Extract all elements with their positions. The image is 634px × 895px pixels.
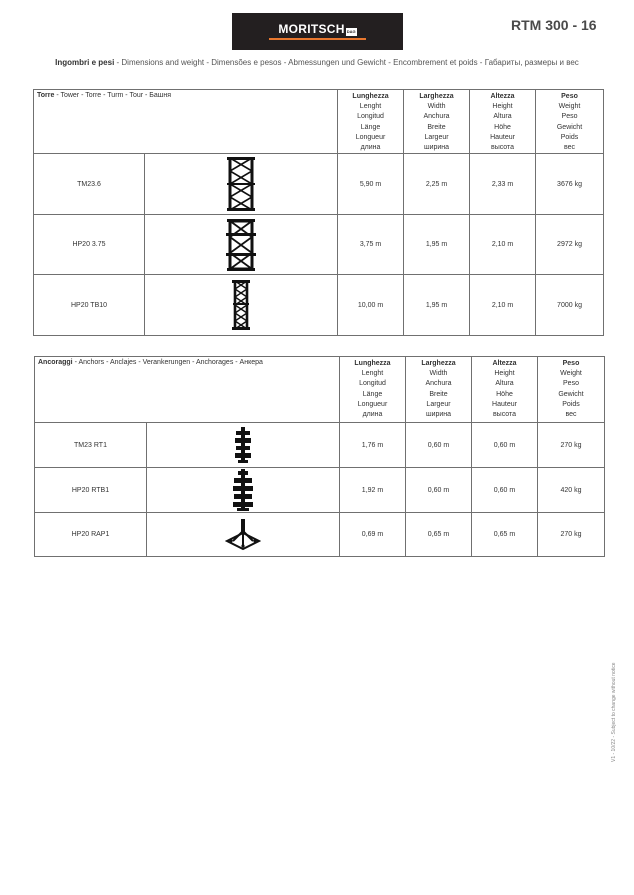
col-header-main: Peso: [561, 93, 578, 100]
item-height: 2,33 m: [470, 154, 536, 215]
item-length: 10,00 m: [338, 275, 404, 336]
tower-section-icon: [145, 275, 338, 336]
item-length: 1,76 m: [340, 423, 406, 468]
item-name: HP20 TB10: [34, 275, 145, 336]
anchors-header-row: [35, 357, 605, 423]
item-name: TM23 RT1: [35, 423, 147, 468]
brand-accent-bar: [269, 38, 366, 40]
item-weight: 7000 kg: [536, 275, 604, 336]
anchors-title-lead: Ancoraggi: [38, 359, 73, 366]
col-header-translation: Hauteur: [490, 133, 515, 141]
col-header-translation: Weight: [560, 370, 582, 378]
item-height: 0,60 m: [472, 468, 538, 513]
anchors-section-title: [35, 357, 340, 423]
col-header-translation: Breite: [427, 123, 446, 131]
col-header-translation: Anchura: [425, 380, 452, 388]
item-width: 1,95 m: [404, 215, 470, 275]
item-weight: 420 kg: [538, 468, 605, 513]
anchor-icon: [147, 468, 340, 513]
col-header-main: Peso: [562, 360, 580, 367]
col-length-header: [338, 90, 404, 154]
col-header-translation: Longueur: [357, 400, 388, 408]
col-header-translation: Height: [494, 370, 515, 378]
col-weight-header: [538, 357, 605, 423]
col-header-main: Larghezza: [421, 360, 456, 367]
table-row: [35, 513, 605, 557]
item-weight: 2972 kg: [536, 215, 604, 275]
col-header-translation: Höhe: [496, 390, 513, 398]
subtitle-translations: - Dimensions and weight - Dimensões e pesos - Abmessungen und Gewicht - Encombrement et poids - Габариты, размеры и вес: [114, 58, 579, 67]
col-height-header: [472, 357, 538, 423]
col-header-translation: Weight: [558, 103, 581, 111]
col-header-translation: Longitud: [359, 380, 386, 388]
col-header-translation: Height: [492, 103, 513, 111]
item-width: 0,60 m: [406, 468, 472, 513]
tower-section-icon: [145, 215, 338, 275]
col-header-translation: Altura: [495, 380, 514, 388]
table-row: [35, 423, 605, 468]
col-header-main: Altezza: [492, 360, 517, 367]
subtitle-lead: Ingombri e pesi: [55, 58, 115, 67]
table-row: [34, 154, 604, 215]
item-height: 2,10 m: [470, 275, 536, 336]
col-header-translation: Width: [429, 370, 448, 378]
anchors-table: [34, 356, 605, 557]
col-header-translation: Anchura: [423, 113, 450, 121]
col-header-translation: длина: [362, 411, 383, 419]
item-length: 1,92 m: [340, 468, 406, 513]
item-name: TM23.6: [34, 154, 145, 215]
col-header-translation: Peso: [563, 380, 579, 388]
col-header-main: Larghezza: [419, 93, 454, 100]
col-header-translation: Länge: [362, 390, 383, 398]
col-header-translation: Longitud: [357, 113, 384, 121]
col-header-translation: ширина: [425, 411, 452, 419]
brand-tag: DAG: [346, 28, 356, 34]
item-width: 0,65 m: [406, 513, 472, 557]
item-name: HP20 RTB1: [35, 468, 147, 513]
col-width-header: [404, 90, 470, 154]
table-row: [34, 215, 604, 275]
tower-table: [33, 89, 604, 336]
item-height: 2,10 m: [470, 215, 536, 275]
brand-name: MORITSCH: [278, 21, 345, 36]
item-height: 0,60 m: [472, 423, 538, 468]
col-header-translation: Longueur: [355, 133, 386, 141]
table-row: [35, 468, 605, 513]
col-header-translation: высота: [492, 411, 517, 419]
col-header-translation: Lenght: [359, 103, 382, 111]
model-code: RTM 300 - 16: [511, 17, 597, 33]
item-height: 0,65 m: [472, 513, 538, 557]
col-weight-header: [536, 90, 604, 154]
col-header-main: Lunghezza: [352, 93, 389, 100]
col-header-main: Lunghezza: [354, 360, 391, 367]
table-row: [34, 275, 604, 336]
revision-note: V1 - 10/22 - Subject to change without notice: [611, 662, 617, 762]
item-length: 3,75 m: [338, 215, 404, 275]
col-header-main: Altezza: [490, 93, 515, 100]
col-header-translation: Lenght: [361, 370, 384, 378]
col-header-translation: Width: [427, 103, 446, 111]
col-header-translation: Höhe: [494, 123, 511, 131]
brand-logo: [232, 13, 403, 50]
item-weight: 270 kg: [538, 423, 605, 468]
item-width: 2,25 m: [404, 154, 470, 215]
col-length-header: [340, 357, 406, 423]
col-header-translation: Altura: [493, 113, 512, 121]
tower-title-lead: Torre: [37, 92, 55, 99]
item-width: 0,60 m: [406, 423, 472, 468]
col-header-translation: Largeur: [426, 400, 451, 408]
col-header-translation: вес: [565, 411, 577, 419]
base-plate-icon: [147, 513, 340, 557]
item-length: 0,69 m: [340, 513, 406, 557]
tower-header-row: [34, 90, 604, 154]
anchors-title-translations: - Anchors - Anclajes - Verankerungen - Anchorages - Анкера: [72, 359, 263, 366]
col-height-header: [470, 90, 536, 154]
col-width-header: [406, 357, 472, 423]
col-header-translation: Hauteur: [492, 400, 517, 408]
page-subtitle: [0, 58, 634, 67]
col-header-translation: Poids: [562, 400, 580, 408]
item-name: HP20 3.75: [34, 215, 145, 275]
col-header-translation: Breite: [429, 390, 448, 398]
item-length: 5,90 m: [338, 154, 404, 215]
item-name: HP20 RAP1: [35, 513, 147, 557]
tower-section-icon: [145, 154, 338, 215]
col-header-translation: Gewicht: [558, 390, 584, 398]
tower-title-translations: - Tower - Torre - Turm - Tour - Башня: [54, 92, 172, 99]
col-header-translation: ширина: [423, 144, 450, 152]
col-header-translation: Peso: [561, 113, 578, 121]
anchor-icon: [147, 423, 340, 468]
col-header-translation: Poids: [560, 133, 579, 141]
item-weight: 270 kg: [538, 513, 605, 557]
item-width: 1,95 m: [404, 275, 470, 336]
item-weight: 3676 kg: [536, 154, 604, 215]
col-header-translation: Gewicht: [556, 123, 583, 131]
col-header-translation: Largeur: [424, 133, 449, 141]
col-header-translation: длина: [360, 144, 381, 152]
col-header-translation: Länge: [360, 123, 381, 131]
tower-section-title: [34, 90, 338, 154]
col-header-translation: вес: [563, 144, 576, 152]
col-header-translation: высота: [490, 144, 515, 152]
